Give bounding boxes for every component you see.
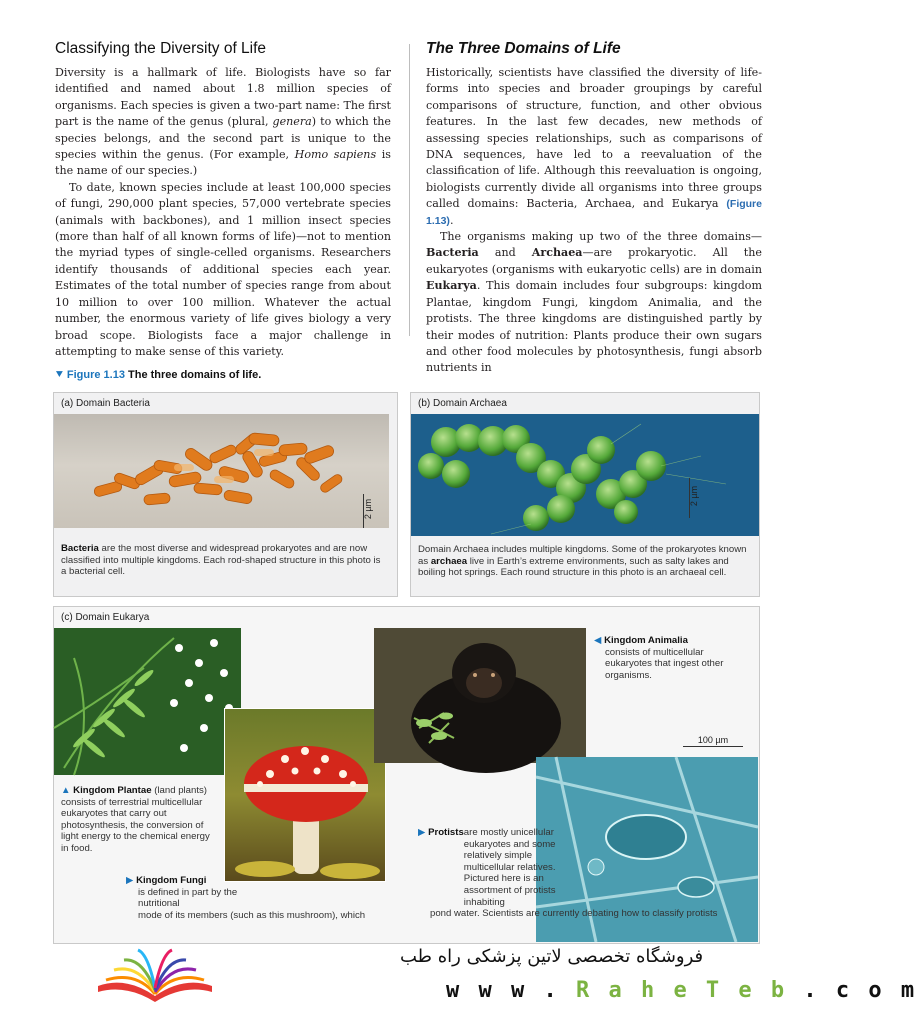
scale-label: 100 µm	[697, 735, 729, 745]
caption-animalia	[594, 635, 744, 681]
text-run: and	[478, 246, 532, 260]
column-divider	[409, 44, 410, 336]
caption-text: are mostly unicellular eukaryotes and some relatively simple multicellular relatives. Pictured here is an assortment of protists inhabiting	[463, 827, 556, 908]
panel-heading-eukarya: (c) Domain Eukarya	[61, 612, 150, 623]
panel-heading-bacteria: (a) Domain Bacteria	[61, 398, 150, 409]
chimpanzee-illustration	[374, 628, 586, 763]
paragraph-species-count: To date, known species include at least 100,000 species of fungi, 290,000 plant species, 57,000 vertebrate species (animals with backbones), and 1 million insect species (more than half of all known forms of life)—not to mention the myriad types of single-celled organisms. Researchers identify thousands of additional species each year. Estimates of the total number of species range from about 10 million to over 100 million. Whatever the actual number, the enormous variety of life gives biology a very broad scope. Biologists face a major challenge in attempting to make sense of this variety.	[55, 180, 391, 358]
paragraph-prokaryotic	[426, 229, 762, 377]
caption-term: archaea	[430, 555, 468, 567]
scale-line	[683, 746, 743, 747]
text-run: Diversity is a hallmark of life. Biologists have so far identified and named about 1.8 million species of organisms. Each species is given a two-part name: The first part is the name of the genus (plural,	[55, 66, 391, 129]
caption-text: pond water. Scientists are currently debating how to classify protists	[430, 908, 718, 920]
text-run: Historically, scientists have classified the diversity of life-forms into species and broader groupings by careful comparisons of structure, function, and other obvious features. In the last few decades, new methods of assessing species relationships, such as comparisons of DNA sequences, have led to a reevaluation of the classification of life. Although this reevaluation is ongoing, biologists currently divide all organisms into three groups called domains: Bacteria, Archaea, and Eukarya	[426, 66, 762, 211]
caption-protists	[418, 827, 758, 920]
watermark-persian-text: فروشگاه تخصصی لاتین پزشکی راه طب	[400, 946, 704, 967]
right-column	[426, 40, 762, 377]
caption-plantae	[61, 785, 217, 855]
caption-text: is defined in part by the nutritional	[138, 886, 238, 910]
text-run: . This domain includes four subgroups: kingdom Plantae, kingdom Fungi, kingdom Animalia, and the protists. The three kingdoms are distinguished partly by their modes of nutrition: Plants produce their own sugars and other food molecules by photosynthesis, fungi absorb nutrients in	[426, 279, 762, 375]
caption-text: live in Earth’s extreme environments, such as salty lakes and boiling hot springs. Each round structure in this photo is an archaeal cell.	[418, 555, 729, 579]
scale-label: 2 µm	[688, 485, 699, 507]
url-prefix: w w w .	[446, 978, 560, 1003]
scale-bar-bacteria	[343, 494, 373, 528]
paragraph-historically	[426, 65, 762, 229]
figure-title	[55, 369, 261, 382]
scale-bar-archaea	[669, 478, 699, 518]
caption-text: consists of multicellular eukaryotes that ingest other organisms.	[605, 646, 724, 681]
figure-reference-link[interactable]: (Figure 1.13)	[426, 198, 762, 227]
caption-term: Kingdom Plantae	[73, 785, 152, 796]
triangle-left-icon: ◀	[594, 635, 602, 646]
italic-genera: genera	[272, 115, 312, 129]
figure-caption-title: The three domains of life.	[128, 369, 262, 381]
text-run: .	[449, 213, 454, 227]
caption-text: mode of its members (such as this mushroom), which	[138, 909, 366, 921]
panel-heading-archaea: (b) Domain Archaea	[418, 398, 507, 409]
caption-fungi	[126, 875, 416, 921]
plant-photo	[54, 628, 241, 775]
watermark-url	[446, 978, 917, 1003]
text-run: ) to which the species belongs, and the second part is unique to the species within the genus. (For example,	[55, 115, 391, 162]
bacteria-illustration	[54, 414, 389, 528]
text-run: The organisms making up two of the three domains—	[440, 230, 762, 244]
panel-bacteria	[53, 392, 398, 597]
mushroom-illustration	[225, 709, 385, 881]
caption-bacteria	[61, 543, 387, 578]
term-archaea: Archaea	[531, 246, 583, 260]
chevron-down-icon: ⯆	[55, 369, 64, 381]
caption-text: (land plants) consists of terrestrial multicellular eukaryotes that carry out photosynthesis, the conversion of light energy to the chemical energy in food.	[61, 785, 210, 854]
left-column	[55, 40, 391, 360]
figure-label: Figure 1.13	[66, 369, 125, 381]
mushroom-photo	[224, 708, 386, 882]
caption-term: Protists	[428, 827, 464, 838]
url-suffix: . c o m	[803, 978, 917, 1003]
section-heading-classifying: Classifying the Diversity of Life	[55, 40, 267, 57]
triangle-up-icon: ▲	[61, 785, 71, 796]
scale-bar-protists	[683, 735, 743, 747]
fern-illustration	[54, 628, 241, 775]
triangle-right-icon: ▶	[418, 827, 426, 838]
paragraph-diversity	[55, 65, 391, 180]
term-eukarya: Eukarya	[426, 279, 477, 293]
text-run: is the name of our species.)	[55, 148, 391, 178]
section-heading-three-domains: The Three Domains of Life	[426, 40, 621, 57]
caption-term: Kingdom Animalia	[604, 635, 688, 646]
panel-archaea	[410, 392, 760, 597]
watermark-logo	[96, 946, 214, 1002]
text-run: —are prokaryotic. All the eukaryotes (organisms with eukaryotic cells) are in domain	[426, 246, 762, 276]
url-domain: R a h e T e b	[575, 978, 788, 1003]
term-bacteria: Bacteria	[426, 246, 479, 260]
chimpanzee-photo	[374, 628, 586, 763]
italic-homo-sapiens: Homo sapiens	[294, 148, 377, 162]
archaea-illustration	[411, 414, 759, 536]
caption-term: Kingdom Fungi	[136, 875, 207, 886]
caption-text: are the most diverse and widespread prokaryotes and are now classified into multiple kingdoms. Each rod-shaped structure in this photo is a bacterial cell.	[61, 543, 381, 578]
caption-term: Bacteria	[61, 543, 99, 554]
bacteria-photo	[54, 414, 389, 528]
panel-eukarya	[53, 606, 760, 944]
scale-label: 2 µm	[362, 498, 373, 520]
triangle-right-icon: ▶	[126, 875, 134, 886]
caption-text: Domain Archaea includes multiple kingdoms. Some of the prokaryotes known as	[418, 544, 747, 567]
open-book-icon	[96, 946, 214, 1002]
archaea-photo	[411, 414, 759, 536]
caption-archaea	[418, 544, 748, 579]
